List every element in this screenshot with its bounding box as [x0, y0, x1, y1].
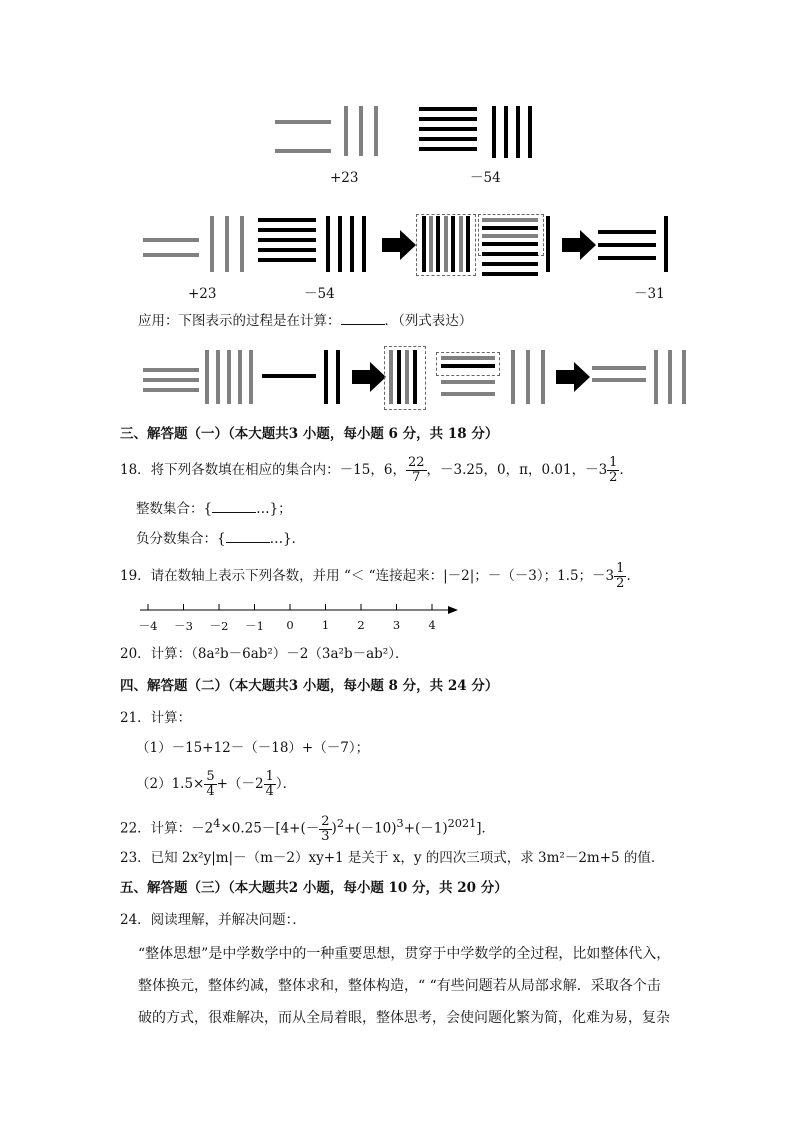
denominator: 4: [265, 784, 274, 799]
section-heading: 三、解答题（一）（本大题共3 小题，每小题 6 分，共 18 分）: [120, 426, 499, 442]
set-label: 整数集合：{: [136, 501, 213, 517]
question-24: 24．阅读理解，并解决问题：．: [120, 912, 306, 928]
exponent: 3: [396, 817, 404, 830]
expr-part: ): [331, 820, 337, 837]
q18-end: ．: [619, 462, 633, 478]
tick-label: －1: [245, 619, 264, 633]
numerator: 22: [407, 455, 425, 470]
q24-paragraph-line: 破的方式，很难解决，而从全局着眼，整体思考，会使问题化繁为简，化难为易，复杂: [138, 1010, 670, 1026]
denominator: 4: [206, 784, 215, 799]
numerator: 2: [321, 813, 330, 829]
denominator: 7: [412, 470, 421, 485]
fraction: [264, 770, 276, 799]
denominator: 2: [616, 576, 625, 591]
set-tail: …}；: [256, 501, 292, 517]
arrow-icon: [556, 362, 590, 392]
numerator: 1: [265, 769, 274, 784]
section-heading: 五、解答题（三）（本大题共2 小题，每小题 10 分，共 20 分）: [120, 880, 508, 896]
arrow-icon: [352, 362, 386, 392]
tick-label: －4: [138, 619, 158, 633]
expr-part: ]．: [476, 820, 496, 837]
arrow-icon: [382, 230, 416, 260]
set-label: 负分数集合：{: [136, 531, 226, 547]
q18-mid: ，－3.25，0，π，0.01，－3: [426, 462, 608, 478]
expr-part: （2）1.5×: [136, 776, 205, 792]
question-22: [120, 814, 495, 844]
q24-paragraph-line: 整体换元，整体约减，整体求和，整体构造，“ “有些问题若从局部求解．采取各个击: [138, 978, 661, 994]
label-plus-23: +23: [330, 170, 359, 186]
label-minus-54: －54: [304, 286, 335, 302]
denominator: 3: [321, 828, 330, 844]
fraction: [204, 770, 216, 799]
question-21: 21．计算：: [120, 710, 192, 726]
tick-label: 2: [357, 618, 365, 632]
q24-paragraph-line: “整体思想”是中学数学中的一种重要思想，贯穿于中学数学的全过程，比如整体代入，: [138, 946, 671, 962]
expr-part: 22．计算：－2: [120, 820, 214, 837]
negative-fraction-set: [136, 528, 305, 549]
tick-label: 1: [321, 618, 330, 632]
label-minus-54: －54: [470, 170, 501, 186]
section-heading: 四、解答题（二）（本大题共3 小题，每小题 8 分，共 24 分）: [120, 678, 499, 694]
application-question: [138, 310, 472, 331]
numerator: 1: [616, 561, 625, 576]
fraction: [319, 815, 331, 844]
question-18: [120, 456, 633, 485]
tick-label: －2: [209, 619, 229, 633]
denominator: 2: [609, 470, 618, 485]
expr-part: +（－2: [216, 776, 264, 792]
expr-part: +(－10): [344, 820, 397, 837]
tick-label: 3: [392, 618, 401, 632]
q19-end: ．: [626, 568, 640, 584]
q19-text: 19．请在数轴上表示下列各数，并用 “＜ “连接起来：|－2|；－（－3）；1.5；－3: [120, 568, 615, 584]
exponent: 4: [213, 817, 221, 830]
integer-set: [136, 498, 292, 519]
question-20: 20．计算：（8a²b－6ab²）－2（3a²b－ab²）．: [120, 646, 409, 662]
q18-text: 18．将下列各数填在相应的集合内：－15，6，: [120, 462, 406, 478]
q21-part-2: [136, 770, 296, 799]
tick-label: 4: [428, 618, 436, 632]
tick-label: －3: [174, 619, 193, 633]
question-23: 23．已知 2x²y|m|－（m－2）xy+1 是关于 x，y 的四次三项式，求 3m²－2m+5 的值．: [120, 850, 665, 866]
q21-part-1: （1）－15+12－（－18）+（－7）；: [136, 740, 370, 756]
application-text: 应用：下图表示的过程是在计算：: [138, 313, 341, 329]
exponent: 2021: [447, 817, 477, 830]
tick-label: 0: [286, 618, 294, 632]
fraction: [614, 562, 626, 591]
fraction: [607, 456, 619, 485]
answer-blank: [341, 310, 385, 325]
answer-blank: [226, 528, 270, 543]
application-tail: ．（列式表达）: [384, 313, 473, 329]
numerator: 1: [609, 455, 618, 470]
exponent: 2: [336, 817, 344, 830]
fraction: [406, 456, 427, 485]
expr-part: ×0.25－[4+(－: [220, 820, 320, 837]
question-19: [120, 562, 640, 591]
set-tail: …}．: [269, 531, 306, 547]
label-plus-23: +23: [188, 286, 217, 302]
answer-blank: [212, 498, 256, 513]
expr-part: +(－1): [403, 820, 448, 837]
label-minus-31: －31: [634, 286, 665, 302]
arrow-icon: [562, 230, 596, 260]
expr-part: ）．: [275, 776, 297, 792]
numerator: 5: [206, 769, 215, 784]
